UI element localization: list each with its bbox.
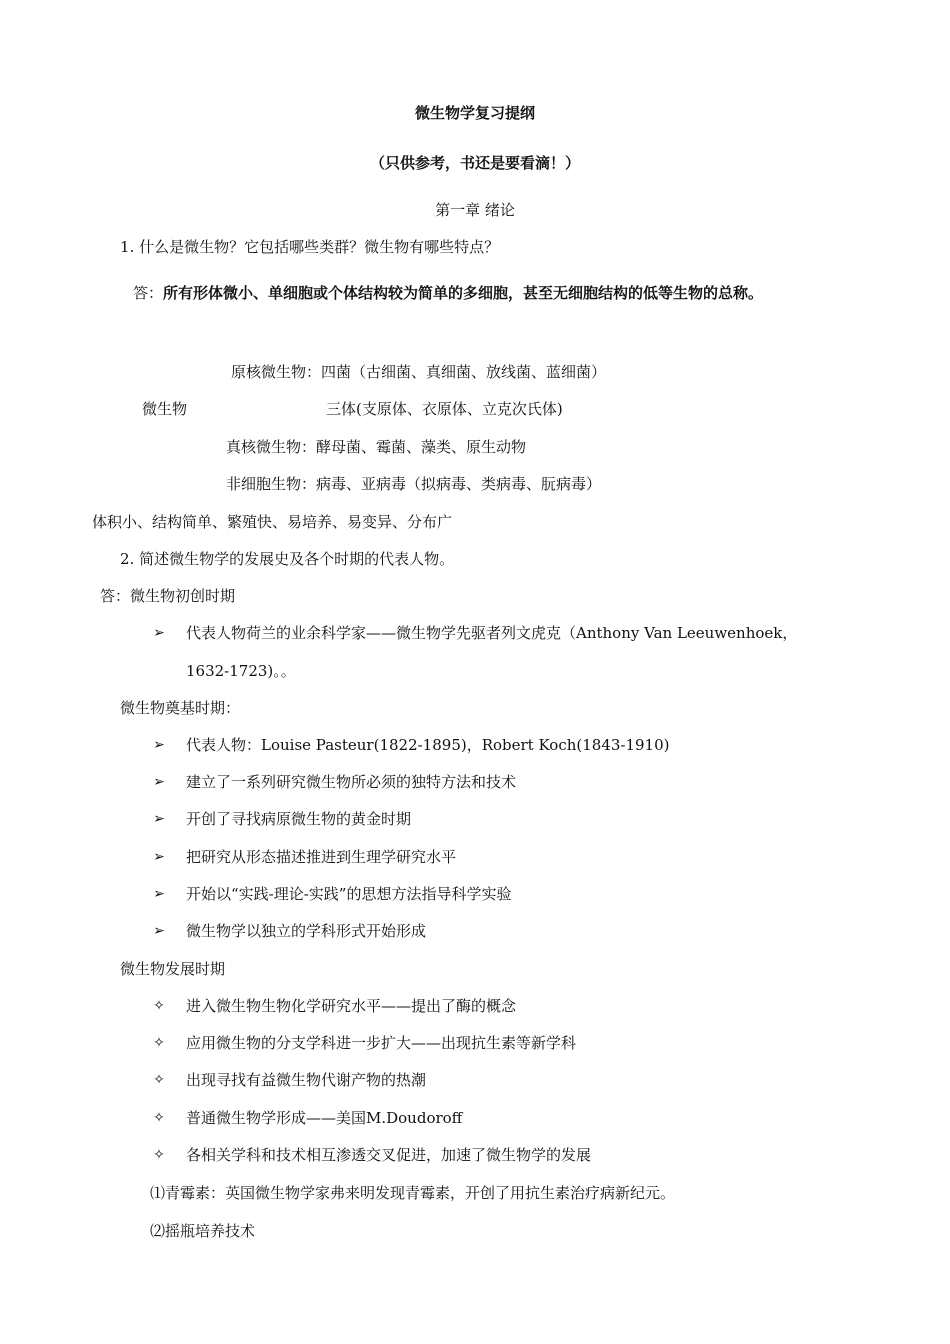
answer-2-intro: 答：微生物初创时期 [100,587,236,605]
arrow-bullet-icon: ➢ [153,774,165,790]
document-title: 微生物学复习提纲 [414,104,535,122]
period2-item: 把研究从形态描述推进到生理学研究水平 [186,848,457,866]
period2-item: 建立了一系列研究微生物所必须的独特方法和技术 [186,773,517,791]
period1-bullet-line1: 代表人物荷兰的业余科学家——微生物学先驱者列文虎克（Anthony Van Leeuwenhoek， [186,624,798,642]
period3-item: 进入微生物生物化学研究水平——提出了酶的概念 [186,997,517,1015]
period3-item: 应用微生物的分支学科进一步扩大——出现抗生素等新学科 [186,1034,577,1052]
question-2: 2. 简述微生物学的发展史及各个时期的代表人物。 [120,550,455,568]
arrow-bullet-icon: ➢ [153,625,165,641]
period3-title: 微生物发展时期 [120,960,226,978]
answer-1-text: 所有形体微小、单细胞或个体结构较为简单的多细胞，甚至无细胞结构的低等生物的总称。 [163,284,764,302]
diamond-bullet-icon: ✧ [153,998,165,1014]
period1-bullet [186,623,797,643]
arrow-bullet-icon: ➢ [153,886,165,902]
period1-bullet-line2: 1632-1723)。。 [186,662,296,680]
answer-1 [133,283,763,303]
document-subtitle: （只供参考，书还是要看滴！） [369,154,580,172]
diamond-bullet-icon: ✧ [153,1035,165,1051]
arrow-bullet-icon: ➢ [153,849,165,865]
class-prokaryote-sub: 三体(支原体、衣原体、立克次氏体) [326,400,563,418]
question-1: 1. 什么是微生物？它包括哪些类群？微生物有哪些特点？ [120,238,500,256]
class-eukaryote: 真核微生物：酵母菌、霉菌、藻类、原生动物 [226,438,527,456]
class-prokaryote: 原核微生物：四菌（古细菌、真细菌、放线菌、蓝细菌） [231,363,607,381]
diamond-bullet-icon: ✧ [153,1147,165,1163]
class-acellular: 非细胞生物：病毒、亚病毒（拟病毒、类病毒、朊病毒） [226,475,602,493]
period2-item: 开始以“实践-理论-实践”的思想方法指导科学实验 [186,885,512,903]
features-text: 体积小、结构简单、繁殖快、易培养、易变异、分布广 [92,513,453,531]
note-item: ⑴青霉素：英国微生物学家弗来明发现青霉素，开创了用抗生素治疗病新纪元。 [150,1184,676,1202]
arrow-bullet-icon: ➢ [153,737,165,753]
period3-item: 出现寻找有益微生物代谢产物的热潮 [186,1071,427,1089]
period3-item: 各相关学科和技术相互渗透交叉促进，加速了微生物学的发展 [186,1146,592,1164]
period2-item: 微生物学以独立的学科形式开始形成 [186,922,427,940]
arrow-bullet-icon: ➢ [153,811,165,827]
answer-1-prefix: 答： [133,284,164,302]
period2-title: 微生物奠基时期： [120,699,241,717]
period3-item: 普通微生物学形成——美国M.Doudoroff [186,1109,463,1127]
period2-item: 代表人物：Louise Pasteur(1822-1895)，Robert Koch(1843-1910) [186,736,670,754]
diamond-bullet-icon: ✧ [153,1110,165,1126]
diamond-bullet-icon: ✧ [153,1072,165,1088]
note-item: ⑵摇瓶培养技术 [150,1222,256,1240]
period2-item: 开创了寻找病原微生物的黄金时期 [186,810,412,828]
class-root: 微生物 [142,400,188,418]
chapter-heading: 第一章 绪论 [435,201,515,219]
arrow-bullet-icon: ➢ [153,923,165,939]
